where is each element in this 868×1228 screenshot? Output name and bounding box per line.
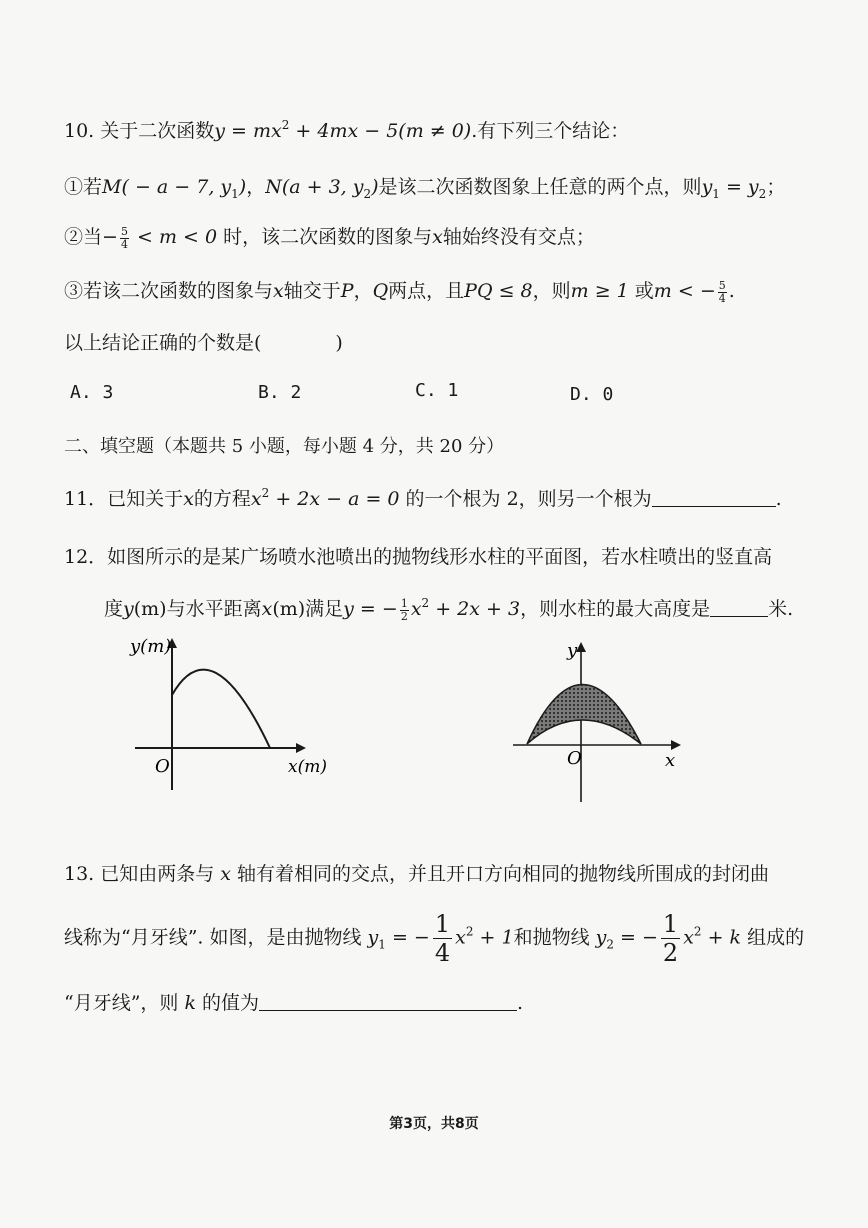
q13-line1: 13. 已知由两条与 x 轴有着相同的交点，并且开口方向相同的抛物线所围成的封闭曲 — [64, 863, 770, 885]
parabola-curve — [172, 670, 270, 748]
q12-line2: 度y(m)与水平距离x(m)满足y = − $\frac{1}{2}$ $x^2 + 2x + 3$，则水柱的最大高度是 米. — [104, 596, 794, 623]
fraction: $\frac{1}{4}$ — [434, 910, 451, 967]
y-axis-arrow — [576, 642, 586, 652]
fountain-figure — [120, 630, 360, 795]
answer-blank[interactable] — [710, 598, 768, 617]
q10-conclusion-3: ③若该二次函数的图象与x轴交于P，Q两点，且PQ ≤ 8，则m ≥ 1 或m < − $\frac{5}{4}$ . — [64, 278, 735, 305]
y-axis-label: y(m) — [130, 636, 172, 657]
page-footer: 第3页，共8页 — [389, 1116, 479, 1132]
option-c[interactable]: C. 1 — [415, 380, 459, 401]
q10-conclusion-1: ①若M( − a − 7, $y_1$)，N(a + 3, $y_2$)是该二次函数图象上任意的两个点，则$y_1 = y_2$； — [64, 176, 786, 201]
x-axis-label: x(m) — [288, 757, 327, 777]
q10-question: 以上结论正确的个数是( ) — [64, 332, 343, 354]
crescent-figure — [505, 632, 705, 807]
x-axis-arrow — [671, 740, 681, 750]
origin-label: O — [155, 756, 170, 777]
q11: 11．已知关于x的方程$x^2 + 2x - a = 0$ 的一个根为 2，则另一个根为 . — [64, 486, 782, 510]
q10-stem: 10. 关于二次函数$y = mx^2 + 4mx - 5(m \ne 0)$.有下列三个结论： — [64, 118, 630, 142]
answer-blank[interactable] — [259, 992, 517, 1011]
origin-label: O — [567, 748, 582, 769]
x-axis-arrow — [296, 743, 306, 753]
q10-conclusion-2: ②当− $\frac{5}{4}$ < m < 0 时，该二次函数的图象与x轴始终没有交点； — [64, 224, 595, 251]
fraction: $\frac{1}{2}$ — [662, 910, 679, 967]
section-heading: 二、填空题（本题共 5 小题，每小题 4 分，共 20 分） — [64, 436, 505, 457]
answer-blank[interactable] — [652, 488, 776, 507]
y-axis-label: y — [567, 640, 578, 661]
fraction: $\frac{5}{4}$ — [718, 278, 726, 305]
option-d[interactable]: D. 0 — [570, 384, 614, 405]
x-axis-label: x — [665, 750, 676, 771]
q12-line1: 12．如图所示的是某广场喷水池喷出的抛物线形水柱的平面图，若水柱喷出的竖直高 — [64, 546, 773, 568]
option-b[interactable]: B. 2 — [258, 382, 302, 403]
q13-line3: “月牙线”，则 k 的值为 . — [64, 992, 524, 1014]
option-a[interactable]: A. 3 — [70, 382, 114, 403]
fraction: $\frac{5}{4}$ — [120, 224, 128, 251]
fraction: $\frac{1}{2}$ — [400, 596, 408, 623]
crescent-region — [527, 685, 641, 745]
q13-line2: 线称为“月牙线”. 如图，是由抛物线 $y_1$ = − $\frac{1}{4}$ $x^2 + 1$和抛物线 $y_2$ = − $\frac{1}{2}$ $x^2 + k$ 组成的 — [64, 910, 805, 967]
